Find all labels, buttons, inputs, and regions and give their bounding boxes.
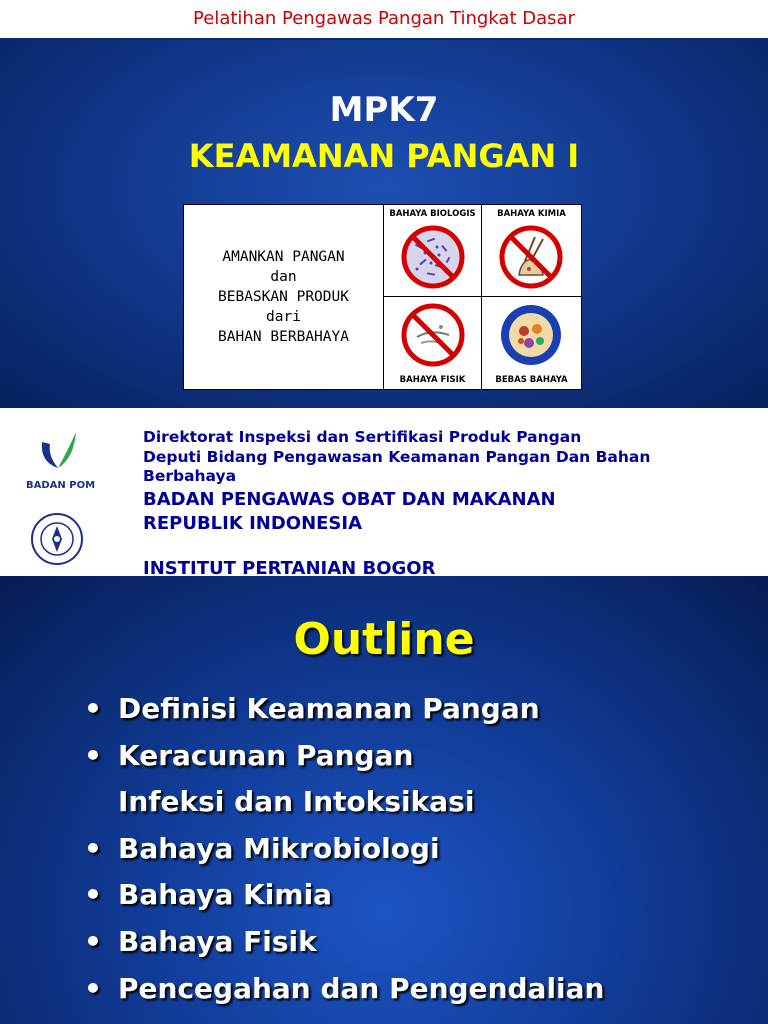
slogan-line: BEBASKAN PRODUK [218, 289, 349, 305]
hazard-physical [384, 297, 482, 389]
ipb-seal-icon [30, 512, 84, 566]
slide-header [0, 0, 768, 40]
list-item-text: Keracunan Pangan [118, 738, 414, 772]
bacteria-prohibited-icon [401, 225, 465, 289]
bullet: • [84, 831, 102, 865]
hazard-chemical [482, 205, 581, 297]
agency-line: BADAN PENGAWAS OBAT DAN MAKANAN [143, 489, 556, 510]
bullet: • [84, 878, 102, 912]
slogan-line: dari [266, 309, 301, 325]
list-item-text: Bahaya Kimia [118, 878, 333, 912]
bullet: • [84, 738, 102, 772]
badan-pom-wordmark: BADAN POM [26, 480, 96, 491]
deputy-name: Deputi Bidang Pengawasan Keamanan Pangan Dan Bahan Berbahaya [143, 448, 651, 485]
hazard-label: BEBAS BAHAYA [495, 375, 568, 385]
hazard-panel [183, 204, 582, 390]
list-item-text: Infeksi dan Intoksikasi [118, 785, 475, 819]
bullet: • [84, 924, 102, 958]
directorate-name: Direktorat Inspeksi dan Sertifikasi Produk Pangan [143, 428, 582, 446]
list-item-text: Pencegahan dan Pengendalian [118, 971, 605, 1005]
physical-prohibited-icon [401, 303, 465, 367]
hazard-label: BAHAYA FISIK [399, 375, 466, 385]
module-title: KEAMANAN PANGAN I [188, 137, 580, 175]
module-code: MPK7 [329, 90, 439, 130]
slogan-line: AMANKAN PANGAN [222, 249, 345, 265]
hazard-free [482, 297, 581, 389]
agency-line: REPUBLIK INDONESIA [143, 513, 363, 534]
slogan-line: dan [270, 269, 297, 285]
list-item-text: Definisi Keamanan Pangan [118, 692, 540, 725]
university-name: INSTITUT PERTANIAN BOGOR [143, 558, 436, 576]
list-item-text: Bahaya Fisik [118, 924, 317, 958]
badan-pom-emblem-icon [24, 428, 88, 478]
slogan-line: BAHAN BERBAHAYA [218, 329, 349, 345]
agency-name [143, 488, 556, 536]
hazard-label: BAHAYA BIOLOGIS [389, 209, 476, 219]
outline-title: Outline [293, 614, 475, 665]
hazard-biological [384, 205, 482, 297]
outline-slide [0, 576, 768, 1024]
bullet: • [84, 971, 102, 1005]
hazard-label: BAHAYA KIMIA [497, 209, 566, 219]
badan-pom-logo [24, 428, 96, 496]
bullet: • [84, 692, 102, 725]
course-name: Pelatihan Pengawas Pangan Tingkat Dasar [193, 8, 575, 29]
safe-food-icon [499, 303, 563, 367]
chemical-prohibited-icon [499, 225, 563, 289]
hazard-slogan [184, 205, 384, 389]
list-item-text: Bahaya Mikrobiologi [118, 831, 440, 865]
